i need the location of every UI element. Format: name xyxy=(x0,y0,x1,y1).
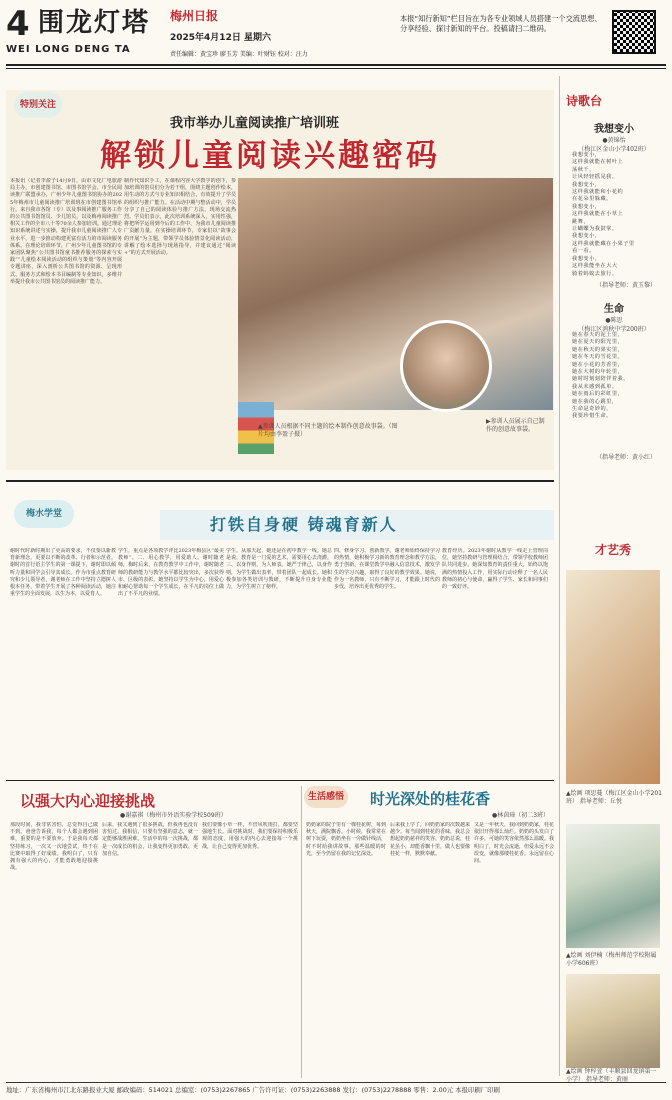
article-divider xyxy=(301,786,302,1078)
poem-line: 我想变小， xyxy=(572,255,601,262)
article-1-column-2: 后来，我又遇到了很多挑战，但我再也没有害怕过。我相信，只要有坚强的意志，就一定能够战胜困难。生活中的每一次挑战，都是一次成长的机会，让我变得更加勇敢、更加自信。 xyxy=(102,822,198,857)
poem-line: 我要珍惜生命。 xyxy=(572,413,612,420)
section2-badge: 梅水学堂 xyxy=(14,500,74,528)
poem-line: 她时时刻刻陪伴着我， xyxy=(572,376,629,383)
masthead-rule-thin xyxy=(6,68,666,69)
poem-line: 她在大树的年轮里， xyxy=(572,369,624,376)
feature-photo xyxy=(238,178,553,410)
article-2-column-3: 又是一年秋天，我回到奶奶家，桂花依旧开得那么灿烂。奶奶的头发白了许多，可她的笑容依然那么温暖。我明白了，时光会流逝，但爱永远不会改变，就像那缕桂花香，永远留在心间。 xyxy=(474,822,554,865)
poem-block-1 xyxy=(566,120,662,153)
poem-school: （梅江区金山小学402班） xyxy=(578,146,650,153)
poem-line: 让蝴蝶为我鼓掌。 xyxy=(572,226,618,233)
poem-line: 跳舞， xyxy=(572,218,590,225)
article-1-column-3: 我们要像小草一样，不管风吹雨打，都要坚强地生长。面对挑战时，我们要保持积极乐观的态度，用强大的内心去迎接每一个挑战，让自己变得更加优秀。 xyxy=(202,822,298,850)
masthead-rule xyxy=(6,64,666,66)
poem-line: 她在我的心跳里， xyxy=(572,398,618,405)
poem-2-lines xyxy=(572,332,660,421)
feature-photo-inset xyxy=(400,320,492,412)
article-2-column-1: 奶奶家的院子里有一棵桂花树，每到秋天，满院飘香。小时候，我常常在树下玩耍，奶奶坐在一旁做针线活，时不时给我讲故事。那些温暖的时光，至今仍留在我的记忆深处。 xyxy=(306,822,386,857)
poem-line: 我想变小， xyxy=(572,233,601,240)
article-1-title: 以强大内心迎接挑战 xyxy=(20,792,156,810)
poem-line: 她在雨后的彩虹里， xyxy=(572,391,624,398)
poem-2-teacher: （指导老师：黄小红） xyxy=(596,454,657,461)
poem-block-2 xyxy=(566,300,662,333)
artwork-2 xyxy=(566,824,660,948)
section2-column-2: 学生，重点是各项教学评比2023年梅县区“最美教师”。二、用心教学，用爱助人。谢时随老师，梅时后来，在教育教学中工作中，谢时随老师的教研能力与教学水平都比较突出，多次获得市、区级的表彰。她坚持以学生为中心，用爱心和耐心帮助每一个学生成长，在平凡的岗位上做出了不平凡的业绩。 xyxy=(118,548,224,598)
artwork-2-caption: ▲绘画 刘伊楠（梅州师范学校附属小学606班） xyxy=(566,952,657,967)
section2-title: 打铁自身硬 铸魂育新人 xyxy=(210,515,398,534)
article-2-column-2: 后来我上学了，回奶奶家的次数越来越少。每当闻到桂花的香味，我总会想起奶奶慈祥的笑容。奶奶总说，桂花虽小，却能香飘十里，做人也要像桂花一样，默默奉献。 xyxy=(390,822,470,857)
poem-school: （梅江区鸿秋中学200班） xyxy=(578,326,650,333)
photo-caption: ▲参训人员根据不同主题的绘本制作创意故事袋。（图片均由李盈子摄） xyxy=(258,423,398,438)
column-pinyin: WEI LONG DENG TA xyxy=(6,44,131,55)
feature-subtitle: 我市举办儿童阅读推广培训班 xyxy=(170,116,340,131)
section2-column-3: 学生。从那天起，她还是在初中教学一线。她总是说，教育是一门爱的艺术，需要用心去浇灌。三、以身作则，为人师表。她严于律己，以身作则，为学生做出表率，带着团队一起成长。她积极参加各类培训与教研，不断提升自身专业能力，为学生树立了榜样。 xyxy=(226,548,332,591)
poem-1-teacher: （指导老师：黄玉黎） xyxy=(596,282,657,289)
poem-line: 骑着蚂蚁去旅行。 xyxy=(572,270,618,277)
poem-author: ●陈思 xyxy=(605,317,623,324)
poem-line: 这样我就能在小草上 xyxy=(572,211,624,218)
bottom-rule xyxy=(6,780,554,781)
poem-line: 她在冬天的雪花里。 xyxy=(572,354,624,361)
poem-line: 这样我能坐在大大 xyxy=(572,263,618,270)
qr-code[interactable] xyxy=(612,10,656,54)
column-notice: 本报“知行新知”栏目旨在为各专业领域人员搭建一个交流思想、分享经验、探讨新知的平台。投稿请扫二维码。 xyxy=(400,14,602,33)
footer: 地址：广东省梅州市江北东路报业大厦 邮政编码：514021 总编室：(0753)2267865 广告许可证：(0753)2263888 发行：(0753)2278888 零售：2.00元 本报印刷厂印刷 xyxy=(6,1082,666,1096)
section-rule xyxy=(6,480,554,482)
poetry-heading: 诗歌台 xyxy=(566,94,603,108)
poem-title: 生命 xyxy=(604,304,624,315)
article-2-title: 时光深处的桂花香 xyxy=(370,790,491,808)
poem-1-lines xyxy=(572,152,660,278)
poem-line: 我从未感到孤单。 xyxy=(572,383,618,390)
issue-date: 2025年4月12日 星期六 xyxy=(170,33,271,43)
poem-line: 这样我就能在树叶上 xyxy=(572,159,624,166)
article-1-column-1: 那段时间，我非常害怕，总觉得自己做不到。爸爸告诉我，每个人都会遇到困难，重要的是不要放弃。于是我每天都坚持练习，一次又一次地尝试，终于在比赛中取得了好成绩。我明白了，只有拥有强大的内心，才能勇敢地迎接挑战。 xyxy=(10,822,98,872)
feature-column-2: 制作代知识手工，在课程内容大学教学的创下，参加培训的馆员们分为若干组，围绕主题创作绘本，用生动的方式与专业知识相结合，有效提升了学员的组织与推广能力。在活动中期与整活动中，学员分享了自己的阅读体验与推广方法，现场交流热烈。学员们表示，此次培训系统深入，实用性强，将把所学运用到今后的工作中，为我市儿童阅读推广贡献力量。在实操培训环节，专家们以“故事会的开展”为主题，带领学员体验情景化阅读活动，讲解了绘本选择与现场指导，并建议通过“阅读+”的方式开展活动。 xyxy=(124,178,236,257)
poem-line: 让风轻轻摇晃我。 xyxy=(572,174,618,181)
artwork-3-caption: ▲绘画 钟梓萱（丰顺县回龙镇第一小学） 指导老师：黄丽 xyxy=(566,1068,662,1084)
poem-line: 生命是奇妙的， xyxy=(572,406,612,413)
article-2-author: ●林茵琦（初二3班） xyxy=(492,812,550,819)
artwork-3 xyxy=(566,974,660,1070)
poem-line: 我想变小， xyxy=(572,152,601,158)
artwork-1 xyxy=(566,570,660,784)
page-number: 4 xyxy=(6,4,30,44)
section2-column-1: 谢时代时新时期出了更高的要求，不仅要以新教育新理念，更要以不断的改革、行者和示范者。谢时的首行语主学生的第一课提下，谢时即以倾听力量和同学会引导其成长。作为市重点教育研究和少儿领导者，谢老师在工作中坚持立德树人根本任务，带着学生开展了各种阅读活动，她注重学生的全面发展，以生为本，以爱育人。 xyxy=(10,548,116,598)
poem-line: 我想变小， xyxy=(572,181,601,188)
section2-column-5: 教育经历。2023年谢时从教学一线走上管理岗位，她坚持教研与管理相结合，带领学校教师团队共同进步。她深知教育的责任重大，始终以饱满的热情投入工作，用实际行动诠释了一名人民教师的初心与使命，赢得了学生、家长和同事们的一致好评。 xyxy=(442,548,548,591)
section2-column-4: 四、修身学习、创新教学。谢老师始终保持学习的热情，她积极学习新的教育理念和教学方法，勇于创新，在课堂教学中融入信息技术，激发学生的学习兴趣，取得了良好的教学效果。她说，作为一名教师，只有不断学习，才能跟上时代的步伐，培养出更优秀的学生。 xyxy=(334,548,440,591)
poem-line: 这样我就能和小花约 xyxy=(572,189,624,196)
poem-line: 我想变小， xyxy=(572,203,601,210)
poem-line: 她在秋天的果实里， xyxy=(572,346,624,353)
sidebar-divider xyxy=(559,76,560,1076)
poem-line: 在花朵里躲藏。 xyxy=(572,196,612,203)
feature-badge: 特别关注 xyxy=(14,92,62,118)
artwork-1-caption: ▲绘画 项思蔓（梅江区金山小学201班） 指导老师：丘悦 xyxy=(566,790,662,805)
staff-credits: 责任编辑：黄宝珍 廖玉芳 美编：叶财钰 校对：汪力 xyxy=(170,51,308,58)
column-name: 围龙灯塔 xyxy=(38,8,151,38)
poem-line: 荡秋千， xyxy=(572,166,595,173)
inset-caption: ▶参训人员展示自己制作的创意故事袋。 xyxy=(486,418,545,433)
poem-line: 看一看。 xyxy=(572,248,595,255)
article-1-author: ●谢嘉祺（梅州市外语实验学校509班） xyxy=(120,812,227,819)
poem-author: ●黄锦怡 xyxy=(602,137,626,144)
feature-title: 解锁儿童阅读兴趣密码 xyxy=(100,138,440,174)
article-2-badge: 生活感悟 xyxy=(304,786,348,808)
poem-line: 她在小花的芳香里， xyxy=(572,361,624,368)
poem-line: 这样我就能藏在小果子里 xyxy=(572,240,635,247)
poem-title: 我想变小 xyxy=(594,124,634,135)
poem-line: 她在夏天的阳光里， xyxy=(572,339,624,346)
feature-column-1: 本报讯（记者李盈子14月9日，由市文化广电旅游局主办，市创建图书馆、市图书馆学会、市全民阅读推广联盟承办，广州少年儿童图书馆协办的2025年梅州市儿童阅读推广培训班在市创建图书馆举行。来自我市各馆（专）以及事阅读推广服务工作的公共图书馆馆员、少儿馆员，以及梅州阅读推广相关工作的全市八十等70余人参加培训。通过理论知识系统讲述与实操，提升我市儿童阅读推广人专业水平，进一步推动构建更富有活力的市阅读服务体系。在理论培训环节，广州少年儿童图书馆的专家团队聚焦“公共图书馆童书推荐服务的探索与实践”“儿童绘本阅读活动的组织与策划”等内容开展专题讲座，深入剖析公共图书馆的资源、呈现形式、服务方式和绘本书目编制等专业知识，多维并举提升我市公共图书馆员的阅读推广能力。 xyxy=(10,178,122,285)
paper-name: 梅州日报 xyxy=(170,9,219,23)
art-badge: 才艺秀 xyxy=(594,543,631,557)
poem-line: 她在春天的泥土里， xyxy=(572,332,624,338)
